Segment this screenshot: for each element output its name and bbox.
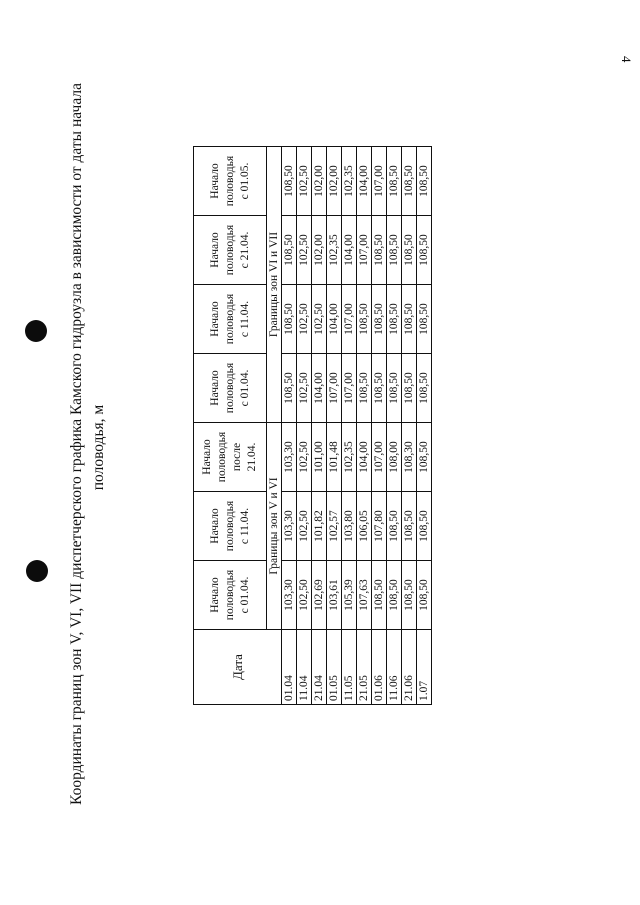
page-number: 4 [619, 56, 634, 63]
value-cell: 108,50 [402, 285, 417, 354]
value-cell: 104,00 [357, 147, 372, 216]
value-cell: 104,00 [342, 216, 357, 285]
value-cell: 102,50 [297, 492, 312, 561]
date-cell: 1.07 [417, 630, 432, 705]
value-cell: 108,50 [402, 354, 417, 423]
value-cell: 108,50 [387, 561, 402, 630]
date-cell: 11.04 [297, 630, 312, 705]
value-cell: 103,61 [327, 561, 342, 630]
value-cell: 108,50 [387, 147, 402, 216]
table-row [417, 147, 432, 705]
value-cell: 108,50 [387, 492, 402, 561]
table-body [282, 147, 432, 705]
date-cell: 11.05 [342, 630, 357, 705]
value-cell: 107,00 [342, 354, 357, 423]
table-row [402, 147, 417, 705]
table-row [357, 147, 372, 705]
value-cell: 102,35 [327, 216, 342, 285]
table-header-row [194, 147, 267, 705]
column-header: Начало половодья с 11.04. [194, 492, 267, 561]
column-header: Начало половодья после 21.04. [194, 423, 267, 492]
value-cell: 103,30 [282, 423, 297, 492]
date-cell: 01.06 [372, 630, 387, 705]
value-cell: 108,50 [282, 285, 297, 354]
zones-table [193, 146, 432, 705]
value-cell: 107,00 [327, 354, 342, 423]
value-cell: 102,50 [297, 354, 312, 423]
value-cell: 106,05 [357, 492, 372, 561]
date-cell: 21.05 [357, 630, 372, 705]
value-cell: 103,80 [342, 492, 357, 561]
value-cell: 102,50 [297, 216, 312, 285]
value-cell: 107,00 [342, 285, 357, 354]
value-cell: 108,50 [372, 216, 387, 285]
value-cell: 108,50 [417, 216, 432, 285]
table-row [327, 147, 342, 705]
value-cell: 108,50 [372, 561, 387, 630]
table-row [282, 147, 297, 705]
value-cell: 108,50 [372, 285, 387, 354]
value-cell: 108,00 [387, 423, 402, 492]
group-label-zones-vi-vii: Границы зон VI и VII [267, 147, 282, 423]
punch-hole [25, 320, 47, 342]
value-cell: 101,00 [312, 423, 327, 492]
value-cell: 108,50 [387, 285, 402, 354]
value-cell: 108,50 [282, 216, 297, 285]
value-cell: 107,00 [372, 147, 387, 216]
date-column-header: Дата [194, 630, 282, 705]
value-cell: 102,35 [342, 147, 357, 216]
value-cell: 102,50 [297, 285, 312, 354]
document-title: Координаты границ зон V, VI, VII диспетчерского графика Камского гидроузла в зависимости от даты начала [68, 83, 85, 805]
value-cell: 108,50 [387, 354, 402, 423]
column-header: Начало половодья с 01.04. [194, 354, 267, 423]
value-cell: 108,50 [402, 216, 417, 285]
value-cell: 104,00 [357, 423, 372, 492]
value-cell: 104,00 [327, 285, 342, 354]
value-cell: 102,50 [297, 147, 312, 216]
value-cell: 103,30 [282, 492, 297, 561]
value-cell: 103,30 [282, 561, 297, 630]
value-cell: 108,50 [417, 492, 432, 561]
value-cell: 108,50 [402, 492, 417, 561]
column-header: Начало половодья с 01.04. [194, 561, 267, 630]
value-cell: 108,50 [387, 216, 402, 285]
value-cell: 108,50 [417, 285, 432, 354]
table-row [387, 147, 402, 705]
column-header: Начало половодья с 11.04. [194, 285, 267, 354]
value-cell: 107,80 [372, 492, 387, 561]
table-row [372, 147, 387, 705]
value-cell: 107,00 [357, 216, 372, 285]
value-cell: 108,30 [402, 423, 417, 492]
date-cell: 21.06 [402, 630, 417, 705]
value-cell: 102,50 [297, 561, 312, 630]
value-cell: 108,50 [357, 354, 372, 423]
table-row [342, 147, 357, 705]
date-cell: 01.05 [327, 630, 342, 705]
table-row [297, 147, 312, 705]
value-cell: 105,39 [342, 561, 357, 630]
date-cell: 11.06 [387, 630, 402, 705]
value-cell: 108,50 [417, 423, 432, 492]
value-cell: 108,50 [402, 561, 417, 630]
group-label-row [267, 147, 282, 705]
value-cell: 102,57 [327, 492, 342, 561]
value-cell: 102,00 [312, 216, 327, 285]
value-cell: 108,50 [417, 561, 432, 630]
value-cell: 102,50 [312, 285, 327, 354]
date-cell: 01.04 [282, 630, 297, 705]
value-cell: 101,82 [312, 492, 327, 561]
value-cell: 108,50 [282, 147, 297, 216]
value-cell: 102,00 [327, 147, 342, 216]
column-header: Начало половодья с 21.04. [194, 216, 267, 285]
column-header: Начало половодья с 01.05. [194, 147, 267, 216]
value-cell: 108,50 [282, 354, 297, 423]
value-cell: 107,63 [357, 561, 372, 630]
value-cell: 108,50 [417, 354, 432, 423]
table-row [312, 147, 327, 705]
value-cell: 104,00 [312, 354, 327, 423]
group-label-zones-v-vi: Границы зон V и VI [267, 423, 282, 630]
value-cell: 102,69 [312, 561, 327, 630]
punch-hole [26, 560, 48, 582]
value-cell: 108,50 [357, 285, 372, 354]
value-cell: 102,00 [312, 147, 327, 216]
value-cell: 108,50 [372, 354, 387, 423]
value-cell: 102,50 [297, 423, 312, 492]
rotated-content [60, 83, 430, 805]
date-cell: 21.04 [312, 630, 327, 705]
value-cell: 101,48 [327, 423, 342, 492]
document-title-continuation: половодья, м [90, 404, 107, 491]
value-cell: 108,50 [402, 147, 417, 216]
value-cell: 107,00 [372, 423, 387, 492]
value-cell: 108,50 [417, 147, 432, 216]
value-cell: 102,35 [342, 423, 357, 492]
